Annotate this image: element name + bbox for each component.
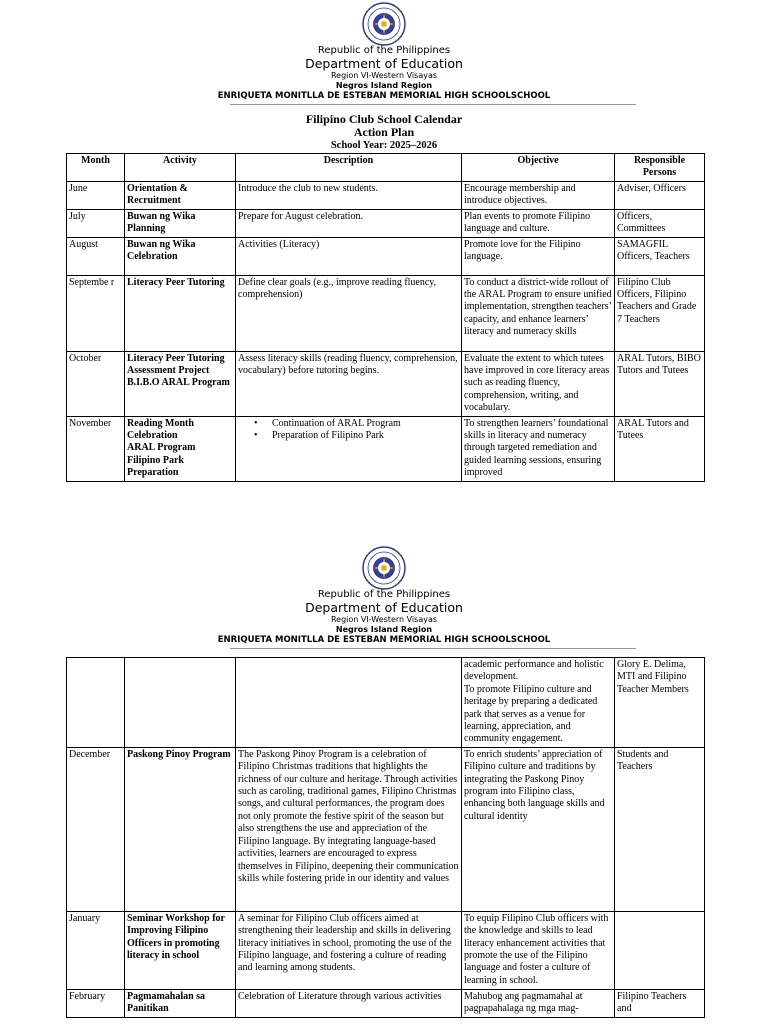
cell-activity — [125, 658, 236, 748]
cell-description: The Paskong Pinoy Program is a celebration of Filipino Christmas traditions that highlights the richness of our culture and heritage. Through activities such as caroling, traditional games, Filipino Christmas songs, and cultural performances, the program does not only promote the festive spirit of the season but also strengthens the use and appreciation of the Filipino language. By integrating language-based activities, learners are encouraged to express themselves in Filipino, deepening their communication skills while fostering pride in our identity and values — [236, 747, 462, 911]
cell-responsible: SAMAGFIL Officers, Teachers — [615, 237, 705, 275]
cell-description: Prepare for August celebration. — [236, 209, 462, 237]
activity-line: Reading Month Celebration — [127, 417, 194, 442]
cell-activity: Literacy Peer Tutoring — [125, 275, 236, 351]
cell-description: A seminar for Filipino Club officers aimed at strengthening their leadership and skills in delivering literacy initiatives in school, promoting the use of the Filipino language, and fostering a culture of reading and learning among students. — [236, 911, 462, 989]
header-description: Description — [236, 154, 462, 182]
cell-description — [236, 416, 462, 481]
cell-month — [67, 658, 125, 748]
letterhead-divider — [230, 648, 636, 649]
cell-responsible: ARAL Tutors and Tutees — [615, 416, 705, 481]
cell-month: October — [67, 351, 125, 416]
cell-responsible: Glory E. Delima, MTI and Filipino Teacher Members — [615, 658, 705, 748]
table-row — [67, 747, 705, 911]
letterhead-region: Region VI-Western Visayas — [330, 71, 438, 80]
bullet-item: • Preparation of Filipino Park — [254, 430, 459, 442]
letterhead-island-region: Negros Island Region — [335, 81, 433, 90]
cell-objective: Evaluate the extent to which tutees have improved in core literacy areas such as reading fluency, comprehension, writing, and vocabulary. — [462, 351, 615, 416]
bullet-item: • Continuation of ARAL Program — [254, 418, 459, 430]
action-plan-table-continued — [66, 657, 705, 1018]
cell-objective: Mahubog ang pagmamahal at pagpapahalaga ng mga mag- — [462, 989, 615, 1017]
objective-continued: academic performance and holistic development. — [464, 659, 604, 683]
cell-activity: Literacy Peer Tutoring Assessment Project B.I.B.O ARAL Program — [125, 351, 236, 416]
cell-responsible: ARAL Tutors, BIBO Tutors and Tutees — [615, 351, 705, 416]
cell-activity: Paskong Pinoy Program — [125, 747, 236, 911]
cell-description: Celebration of Literature through various activities — [236, 989, 462, 1017]
header-activity: Activity — [125, 154, 236, 182]
header-objective: Objective — [462, 154, 615, 182]
cell-activity: Orientation & Recruitment — [125, 182, 236, 210]
table-header-row — [67, 154, 705, 182]
header-responsible: Responsible Persons — [615, 154, 705, 182]
cell-objective: To equip Filipino Club officers with the knowledge and skills to lead literacy enhancement activities that promote the use of the Filipino language and foster a culture of learning in school. — [462, 911, 615, 989]
deped-seal-icon — [362, 2, 406, 46]
letterhead-island-region: Negros Island Region — [335, 625, 433, 634]
cell-responsible: Adviser, Officers — [615, 182, 705, 210]
cell-responsible: Filipino Teachers and — [615, 989, 705, 1017]
letterhead-republic: Republic of the Philippines — [317, 45, 451, 56]
cell-activity: Pagmamahalan sa Panitikan — [125, 989, 236, 1017]
cell-objective: Encourage membership and introduce objectives. — [462, 182, 615, 210]
cell-activity: Buwan ng Wika Celebration — [125, 237, 236, 275]
table-row — [67, 658, 705, 748]
cell-description — [236, 658, 462, 748]
letterhead-department: Department of Education — [305, 600, 463, 615]
cell-responsible: Officers, Committees — [615, 209, 705, 237]
table-row — [67, 351, 705, 416]
cell-description: Introduce the club to new students. — [236, 182, 462, 210]
cell-month: Septembe r — [67, 275, 125, 351]
cell-month: June — [67, 182, 125, 210]
cell-month: November — [67, 416, 125, 481]
table-row — [67, 182, 705, 210]
cell-objective: To conduct a district-wide rollout of the ARAL Program to ensure unified implementation, strengthen teachers’ capacity, and enhance learners’ literacy and numeracy skills — [462, 275, 615, 351]
letterhead — [0, 589, 768, 645]
cell-month: August — [67, 237, 125, 275]
letterhead-department: Department of Education — [305, 56, 463, 71]
document-title: Filipino Club School Calendar — [305, 112, 463, 126]
cell-activity — [125, 416, 236, 481]
cell-responsible: Filipino Club Officers, Filipino Teachers and Grade 7 Teachers — [615, 275, 705, 351]
table-row — [67, 911, 705, 989]
letterhead-school: ENRIQUETA MONITLLA DE ESTEBAN MEMORIAL HIGH SCHOOLSCHOOL — [217, 91, 551, 101]
table-row — [67, 989, 705, 1017]
cell-objective: To strengthen learners’ foundational skills in literacy and numeracy through targeted remediation and guided learning sessions, ensuring improved — [462, 416, 615, 481]
deped-seal-icon — [362, 546, 406, 590]
table-row — [67, 275, 705, 351]
objective-park: To promote Filipino culture and heritage by preparing a dedicated park that serves as a venue for learning, appreciation, and community engagement. — [464, 683, 598, 745]
cell-month: December — [67, 747, 125, 911]
action-plan-table — [66, 153, 705, 482]
document-page-2 — [0, 540, 768, 1024]
letterhead-region: Region VI-Western Visayas — [330, 615, 438, 624]
cell-objective — [462, 658, 615, 748]
document-subtitle: Action Plan — [353, 125, 415, 139]
letterhead-divider — [230, 104, 636, 105]
cell-description: Define clear goals (e.g., improve reading fluency, comprehension) — [236, 275, 462, 351]
document-title-block — [0, 113, 768, 152]
cell-activity: Seminar Workshop for Improving Filipino Officers in promoting literacy in school — [125, 911, 236, 989]
table-row — [67, 416, 705, 481]
letterhead-school: ENRIQUETA MONITLLA DE ESTEBAN MEMORIAL HIGH SCHOOLSCHOOL — [217, 635, 551, 645]
cell-objective: Promote love for the Filipino language. — [462, 237, 615, 275]
cell-activity: Buwan ng Wika Planning — [125, 209, 236, 237]
cell-objective: To enrich students’ appreciation of Filipino culture and traditions by integrating the Paskong Pinoy program into Filipino class, enhancing both language skills and cultural identity — [462, 747, 615, 911]
description-bullet-list — [238, 418, 459, 443]
cell-objective: Plan events to promote Filipino language and culture. — [462, 209, 615, 237]
table-row — [67, 237, 705, 275]
cell-description: Assess literacy skills (reading fluency, comprehension, vocabulary) before tutoring begins. — [236, 351, 462, 416]
cell-description: Activities (Literacy) — [236, 237, 462, 275]
letterhead-republic: Republic of the Philippines — [317, 589, 451, 600]
cell-month: February — [67, 989, 125, 1017]
cell-responsible: Students and Teachers — [615, 747, 705, 911]
activity-line: ARAL Program — [127, 442, 196, 454]
header-month: Month — [67, 154, 125, 182]
school-year: School Year: 2025–2026 — [330, 140, 438, 151]
activity-line: Filipino Park Preparation — [127, 454, 184, 479]
cell-month: January — [67, 911, 125, 989]
cell-responsible — [615, 911, 705, 989]
letterhead — [0, 45, 768, 101]
cell-month: July — [67, 209, 125, 237]
table-row — [67, 209, 705, 237]
